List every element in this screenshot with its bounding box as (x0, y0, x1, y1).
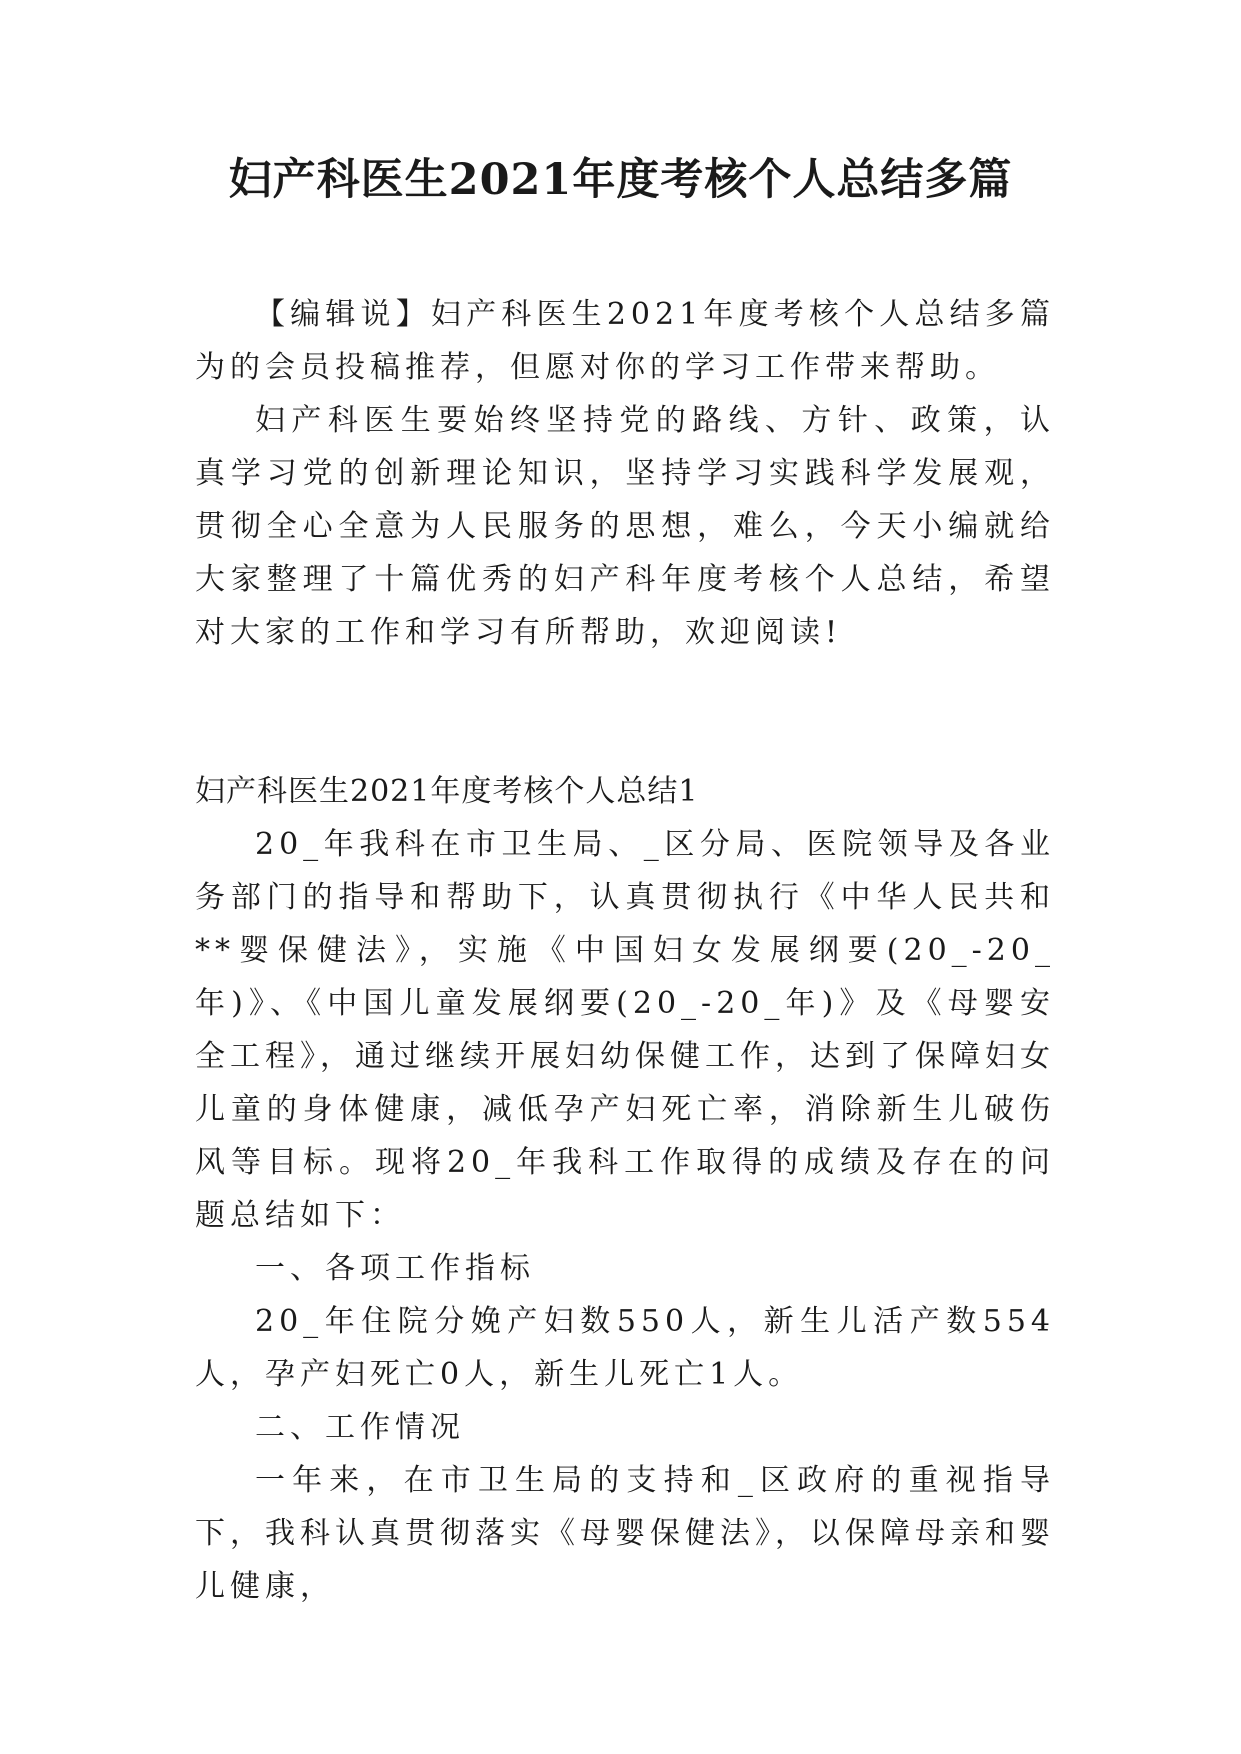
section-paragraph-indicators: 20_年住院分娩产妇数550人，新生儿活产数554人，孕产妇死亡0人，新生儿死亡1人。 (195, 1304, 1055, 1392)
section-spacer (195, 659, 1055, 765)
section-subheading-indicators: 一、各项工作指标 (255, 1251, 535, 1286)
section-paragraph-work: 一年来，在市卫生局的支持和_区政府的重视指导下，我科认真贯彻落实《母婴保健法》，以保障母亲和婴儿健康， (195, 1463, 1055, 1604)
document-body (195, 288, 1055, 1613)
intro-paragraph-editor-note: 【编辑说】妇产科医生2021年度考核个人总结多篇为的会员投稿推荐，但愿对你的学习工作带来帮助。 (195, 297, 1055, 385)
document-title: 妇产科医生2021年度考核个人总结多篇 (228, 155, 1013, 205)
intro-paragraph-summary: 妇产科医生要始终坚持党的路线、方针、政策，认真学习党的创新理论知识，坚持学习实践科学发展观，贯彻全心全意为人民服务的思想，难么，今天小编就给大家整理了十篇优秀的妇产科年度考核个人总结，希望对大家的工作和学习有所帮助，欢迎阅读! (195, 403, 1055, 650)
section-paragraph-overview: 20_年我科在市卫生局、_区分局、医院领导及各业务部门的指导和帮助下，认真贯彻执行《中华人民共和**婴保健法》，实施《中国妇女发展纲要(20_-20_年)》、《中国儿童发展纲要(20_-20_年)》及《母婴安全工程》，通过继续开展妇幼保健工作，达到了保障妇女儿童的身体健康，减低孕产妇死亡率，消除新生儿破伤风等目标。现将20_年我科工作取得的成绩及存在的问题总结如下： (195, 827, 1055, 1233)
section-heading: 妇产科医生2021年度考核个人总结1 (195, 774, 699, 809)
section-subheading-work: 二、工作情况 (255, 1410, 465, 1445)
